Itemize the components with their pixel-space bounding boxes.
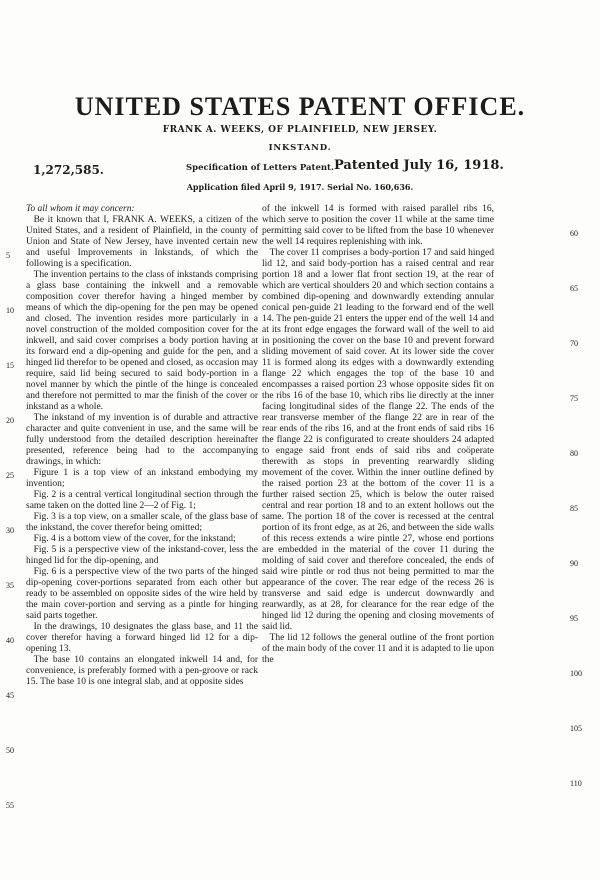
- line-number: 15: [6, 361, 14, 370]
- paragraph: The lid 12 follows the general outline of the front portion of the main body of the cover 11 and it is adapted to lie upon the: [262, 633, 494, 665]
- paragraph: Fig. 5 is a perspective view of the inkstand-cover, less the hinged lid for the dip-opening, and: [26, 545, 258, 566]
- patented-date: Patented July 16, 1918.: [334, 158, 504, 173]
- line-number: 55: [6, 801, 14, 810]
- line-number: 45: [6, 691, 14, 700]
- line-number: 90: [570, 559, 578, 568]
- line-number: 20: [6, 416, 14, 425]
- invention-title: INKSTAND.: [268, 143, 332, 153]
- line-number: 105: [570, 724, 582, 733]
- line-number: 70: [570, 339, 578, 348]
- paragraph: The invention pertains to the class of inkstands comprising a glass base containing the inkwell and a removable composition cover therefor having a hinged member by means of which the dip-opening for the pen may be opened and closed. The invention resides more particularly in a novel construction of the molded composition cover for the inkwell, and said cover comprises a body portion having at its forward end a dip-opening and guide for the pen, and a hinged lid therefor to be opened and closed, as occasion may require, said lid being secured to said body-portion in a novel manner by which the pintle of the hinge is concealed and therefore not permitted to mar the finish of the cover or inkstand as a whole.: [26, 270, 258, 412]
- patent-number: 1,272,585.: [33, 163, 104, 177]
- line-number: 85: [570, 504, 578, 513]
- paragraph: The inkstand of my invention is of durable and attractive character and quite convenient in use, and the same will be fully understood from the detailed description hereinafter presented, reference being had to the accompanying drawings, in which:: [26, 413, 258, 467]
- line-number: 25: [6, 471, 14, 480]
- line-number: 35: [6, 581, 14, 590]
- inventor-line: FRANK A. WEEKS, OF PLAINFIELD, NEW JERSEY.: [162, 125, 438, 135]
- office-title: UNITED STATES PATENT OFFICE.: [74, 92, 526, 121]
- line-number: 30: [6, 526, 14, 535]
- specification-label: Specification of Letters Patent.: [186, 163, 334, 173]
- application-line: Application filed April 9, 1917. Serial No. 160,636.: [186, 182, 414, 192]
- salutation: To all whom it may concern:: [26, 204, 135, 214]
- paragraph: Be it known that I, FRANK A. WEEKS, a citizen of the United States, and a resident of Plainfield, in the county of Union and State of New Jersey, have invented certain new and useful Improvements in Inkstands, of which the following is a specification.: [26, 215, 258, 269]
- paragraph: of the inkwell 14 is formed with raised parallel ribs 16, which serve to position the cover 11 while at the same time permitting said cover to be lifted from the base 10 whenever the well 14 requires replenishing with ink.: [262, 204, 494, 247]
- line-number: 50: [6, 746, 14, 755]
- line-number: 80: [570, 449, 578, 458]
- right-column: [262, 204, 494, 666]
- paragraph: In the drawings, 10 designates the glass base, and 11 the cover therefor having a forward hinged lid 12 for a dip-opening 13.: [26, 622, 258, 654]
- line-number: 75: [570, 394, 578, 403]
- paragraph: Fig. 3 is a top view, on a smaller scale, of the glass base of the inkstand, the cover therefor being omitted;: [26, 512, 258, 533]
- line-number: 60: [570, 229, 578, 238]
- line-number: 95: [570, 614, 578, 623]
- line-number: 10: [6, 306, 14, 315]
- line-number: 65: [570, 284, 578, 293]
- line-number: 110: [570, 779, 582, 788]
- paragraph: The cover 11 comprises a body-portion 17 and said hinged lid 12, and said body-portion has a raised central and rear portion 18 and a lower flat front section 19, at the rear of which are vertical shoulders 20 and which section contains a combined dip-opening and downwardly extending annular conical pen-guide 21 leading to the forward end of the well 14. The pen-guide 21 enters the upper end of the well 14 and at its front edge engages the forward wall of the well to aid in positioning the cover on the base 10 and prevent forward sliding movement of said cover. At its lower side the cover 11 is formed along its edges with a downwardly extending flange 22 which engages the top of the base 10 and encompasses a raised portion 23 whose opposite sides fit on the ribs 16 of the base 10, which ribs lie directly at the inner facing longitudinal sides of the flange 22. The ends of the rear transverse member of the flange 22 are in rear of the rear ends of the ribs 16, and at the front ends of said ribs 16 the flange 22 is configurated to create shoulders 24 adapted to engage said front ends of said ribs and coöperate therewith as stops in preventing rearwardly sliding movement of the cover. Within the inner outline defined by the raised portion 23 at the bottom of the cover 11 is a further raised section 25, which is below the outer raised central and rear portion 18 and to an extent hollows out the same. The portion 18 of the cover is recessed at the central portion of its front edge, as at 26, and between the side walls of this recess extends a wire pintle 27, whose end portions are embedded in the material of the cover 11 during the molding of said cover and therefore concealed, the ends of said wire pintle or rod thus not being permitted to mar the appearance of the cover. The rear edge of the recess 26 is transverse and said edge is undercut downwardly and rearwardly, as at 28, for clearance for the rear edge of the hinged lid 12 during the opening and closing movements of said lid.: [262, 248, 494, 632]
- paragraph: Figure 1 is a top view of an inkstand embodying my invention;: [26, 468, 258, 489]
- line-number: 5: [6, 251, 10, 260]
- line-number: 100: [570, 669, 582, 678]
- paragraph: The base 10 contains an elongated inkwell 14 and, for convenience, is preferably formed with a pen-groove or rack 15. The base 10 is one integral slab, and at opposite sides: [26, 655, 258, 687]
- paragraph: Fig. 4 is a bottom view of the cover, for the inkstand;: [33, 534, 236, 544]
- left-column: [26, 204, 258, 688]
- paragraph: Fig. 2 is a central vertical longitudinal section through the same taken on the dotted line 2—2 of Fig. 1;: [26, 490, 258, 511]
- paragraph: Fig. 6 is a perspective view of the two parts of the hinged dip-opening cover-portions separated from each other but ready to be assembled on opposite sides of the wire held by the main cover-portion and serving as a pintle for hinging said parts together.: [26, 567, 258, 621]
- line-number: 40: [6, 636, 14, 645]
